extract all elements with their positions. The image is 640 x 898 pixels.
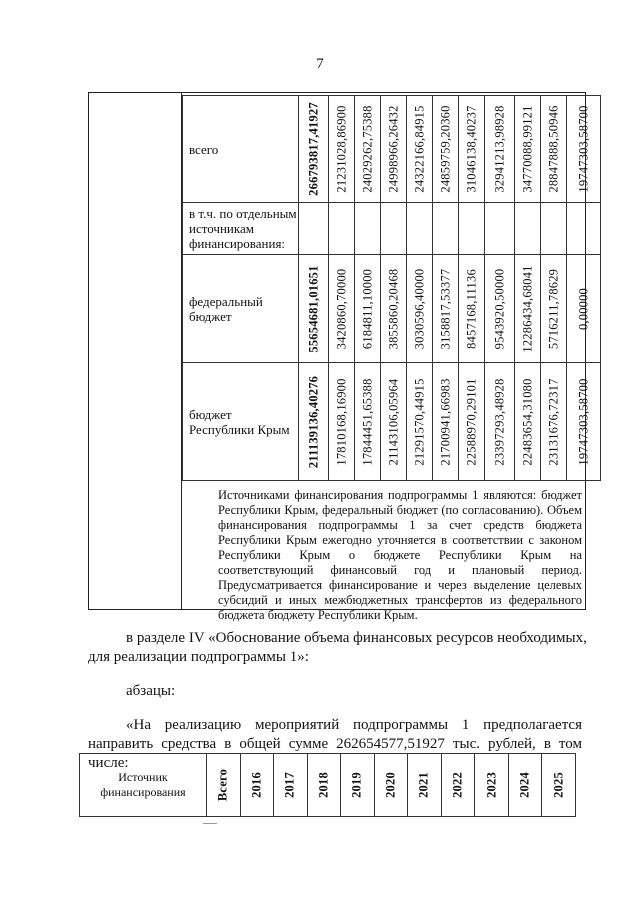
cell-value: 21143106,05964 (386, 378, 400, 465)
value-cell (567, 96, 601, 203)
value-cell (329, 203, 355, 255)
year-header (374, 754, 408, 817)
cell-value: 28847888,50946 (546, 105, 560, 193)
value-cell (459, 96, 485, 203)
funding-row (183, 96, 601, 203)
value-cell (567, 203, 601, 255)
cell-value: 6184811,10000 (360, 268, 374, 349)
year-header (240, 754, 274, 817)
value-cell (567, 255, 601, 363)
cell-value: 32941213,98928 (492, 105, 506, 193)
value-cell (515, 203, 541, 255)
cell-value: 34770088,99121 (520, 105, 534, 193)
year-label: 2022 (450, 772, 465, 798)
value-cell (381, 96, 407, 203)
funding-table (182, 95, 601, 481)
value-cell (541, 255, 567, 363)
value-cell (299, 363, 329, 481)
funding-row (183, 363, 601, 481)
year-label: 2024 (517, 772, 532, 798)
value-cell (329, 363, 355, 481)
year-header (542, 754, 576, 817)
value-cell (381, 203, 407, 255)
year-header (475, 754, 509, 817)
cell-value: 23131676,72317 (546, 377, 560, 466)
cell-value: 19747303,58700 (576, 377, 590, 466)
value-cell (433, 363, 459, 481)
year-label: 2025 (551, 772, 566, 798)
row-label: бюджет Республики Крым (183, 363, 299, 481)
cell-value: 21291570,44915 (412, 377, 426, 466)
cell-value: 22588970,29101 (464, 377, 478, 466)
cell-value: 24998966,26432 (386, 105, 400, 193)
cell-value: 5716211,78629 (546, 268, 560, 349)
cell-value: 24859759,20360 (438, 105, 452, 193)
financing-header-table (79, 753, 576, 817)
cell-value: 21231028,86900 (334, 105, 348, 193)
year-header (441, 754, 475, 817)
row-label: федеральный бюджет (183, 255, 299, 363)
value-cell (329, 255, 355, 363)
value-cell (355, 255, 381, 363)
page-number: 7 (316, 56, 324, 72)
year-header (408, 754, 442, 817)
note-text: Источниками финансирования подпрограммы 1 являются: бюджет Республики Крым, федеральный бюджет (по согласованию). Объем финансирования подпрограммы 1 за счет средств бюджета Республики Крым ежегодно уточняется в соответствии с законом Республики Крым о бюджете Республики Крым на соответствующий финансовый год и плановый период. Предусматривается финансирование и через выделение целевых субсидий и иных межбюджетных трансфертов из федерального бюджета бюджету Республики Крым. (218, 488, 582, 622)
cell-value: 8457168,11136 (464, 268, 478, 349)
cell-value: 17844451,65388 (360, 377, 374, 466)
paragraphs-label: абзацы: (126, 683, 176, 699)
source-header: Источник финансирования (80, 754, 207, 817)
cell-value: 211139136,40276 (306, 375, 320, 468)
cell-value: 22483654,31080 (520, 377, 534, 466)
funding-row (183, 203, 601, 255)
value-cell (541, 363, 567, 481)
cell-value: 19747303,58700 (576, 105, 590, 193)
cell-value: 21700941,66983 (438, 377, 452, 466)
cell-value: 266793817,41927 (306, 102, 320, 196)
value-cell (485, 203, 515, 255)
year-label: 2016 (249, 772, 264, 798)
value-cell (459, 255, 485, 363)
value-cell (299, 255, 329, 363)
value-cell (433, 255, 459, 363)
value-cell (299, 203, 329, 255)
value-cell (407, 255, 433, 363)
value-cell (329, 96, 355, 203)
cell-value: 3030596,40000 (412, 268, 426, 349)
year-header (341, 754, 375, 817)
value-cell (459, 363, 485, 481)
funding-total-paragraph: «На реализацию мероприятий подпрограммы 1 предполагается направить средства в общей сумме 262654577,51927 тыс. рублей, в том числе: (88, 717, 582, 771)
cell-value: 3420860,70000 (334, 268, 348, 349)
year-label: 2019 (349, 772, 364, 798)
row-label: в т.ч. по отдельным источникам финансирования: (183, 203, 299, 255)
value-cell (433, 96, 459, 203)
cell-value: 3855860,20468 (386, 268, 400, 349)
cell-value: 0,00000 (576, 287, 590, 330)
value-cell (567, 363, 601, 481)
value-cell (299, 96, 329, 203)
value-cell (355, 96, 381, 203)
year-header (307, 754, 341, 817)
scan-mark (203, 823, 217, 824)
year-label: Всего (215, 768, 230, 802)
year-header (508, 754, 542, 817)
cell-value: 23397293,48928 (492, 377, 506, 466)
cell-value: 12286434,68041 (520, 264, 534, 353)
value-cell (485, 96, 515, 203)
value-cell (355, 203, 381, 255)
value-cell (433, 203, 459, 255)
year-header (274, 754, 308, 817)
value-cell (355, 363, 381, 481)
cell-value: 31046138,40237 (464, 105, 478, 193)
value-cell (485, 363, 515, 481)
value-cell (515, 363, 541, 481)
cell-value: 24029262,75388 (360, 105, 374, 193)
year-header (207, 754, 241, 817)
cell-value: 55654681,01651 (306, 264, 320, 353)
value-cell (485, 255, 515, 363)
cell-value: 24322166,84915 (412, 105, 426, 193)
funding-row (183, 255, 601, 363)
value-cell (515, 255, 541, 363)
value-cell (541, 96, 567, 203)
section-iv-intro: в разделе IV «Обоснование объема финансовых ресурсов необходимых, для реализации подпрограммы 1»: (88, 630, 587, 665)
value-cell (515, 96, 541, 203)
cell-value: 3158817,53377 (438, 268, 452, 349)
cell-value: 17810168,16900 (334, 377, 348, 466)
value-cell (407, 96, 433, 203)
year-label: 2017 (282, 772, 297, 798)
year-label: 2020 (383, 772, 398, 798)
year-label: 2023 (484, 772, 499, 798)
year-label: 2021 (416, 772, 431, 798)
value-cell (459, 203, 485, 255)
cell-value: 9543920,50000 (492, 268, 506, 349)
value-cell (381, 255, 407, 363)
funding-sources-note (180, 488, 582, 623)
value-cell (381, 363, 407, 481)
value-cell (541, 203, 567, 255)
row-label: всего (183, 96, 299, 203)
value-cell (407, 363, 433, 481)
value-cell (407, 203, 433, 255)
year-label: 2018 (316, 772, 331, 798)
